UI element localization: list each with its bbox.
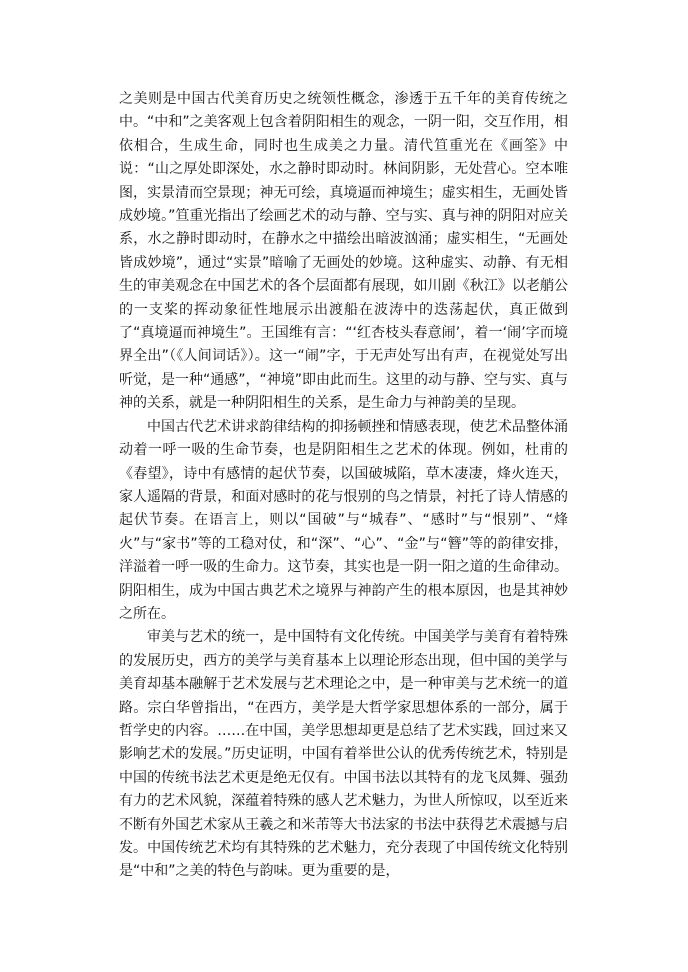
- paragraph-3: 审美与艺术的统一，是中国特有文化传统。中国美学与美育有着特殊的发展历史，西方的美学与美育基本上以理论形态出现，但中国的美学与美育却基本融解于艺术发展与艺术理论之中，是一种审美与艺术统一的道路。宗白华曾指出，“在西方，美学是大哲学家思想体系的一部分，属于哲学史的内容。……在中国，美学思想却更是总结了艺术实践，回过来又影响艺术的发展。”历史证明，中国有着举世公认的优秀传统艺术，特别是中国的传统书法艺术更是绝无仅有。中国书法以其特有的龙飞凤舞、强劲有力的艺术风貌，深蕴着特殊的感人艺术魅力，为世人所惊叹，以至近来不断有外国艺术家从王羲之和米芾等大书法家的书法中获得艺术震撼与启发。中国传统艺术均有其特殊的艺术魅力，充分表现了中国传统文化特别是“中和”之美的特色与韵味。更为重要的是，: [119, 629, 568, 880]
- document-page: [119, 88, 568, 884]
- paragraph-2: 中国古代艺术讲求韵律结构的抑扬顿挫和情感表现，使艺术品整体涌动着一呼一吸的生命节奏，也是阴阳相生之艺术的体现。例如，杜甫的《春望》，诗中有感情的起伏节奏，以国破城陷，草木凄凄，烽火连天，家人遥隔的背景，和面对感时的花与恨别的鸟之情景，衬托了诗人情感的起伏节奏。在语言上，则以“国破”与“城春”、“感时”与“恨别”、“烽火”与“家书”等的工稳对仗，和“深”、“心”、“金”与“簪”等的韵律安排，洋溢着一呼一吸的生命力。这节奏，其实也是一阴一阳之道的生命律动。阴阳相生，成为中国古典艺术之境界与神韵产生的根本原因，也是其神妙之所在。: [119, 418, 568, 622]
- paragraph-1: 之美则是中国古代美育历史之统领性概念，渗透于五千年的美育传统之中。“中和”之美客观上包含着阴阳相生的观念，一阴一阳，交互作用，相依相合，生成生命，同时也生成美之力量。清代笪重光在《画筌》中说：“山之厚处即深处，水之静时即动时。林间阴影，无处营心。空本唯图，实景清而空景现；神无可绘，真境逼而神境生；虚实相生，无画处皆成妙境。”笪重光指出了绘画艺术的动与静、空与实、真与神的阴阳对应关系，水之静时即动时，在静水之中描绘出暗波汹涌；虚实相生，“无画处皆成妙境”，通过“实景”暗喻了无画处的妙境。这种虚实、动静、有无相生的审美观念在中国艺术的各个层面都有展现，如川剧《秋江》以老艄公的一支桨的挥动象征性地展示出渡船在波涛中的迭荡起伏，真正做到了“真境逼而神境生”。王国维有言：“‘红杏枝头春意闹’，着一‘闹’字而境界全出”（《人间词话》）。这一“闹”字，于无声处写出有声，在视觉处写出听觉，是一种“通感”，“神境”即由此而生。这里的动与静、空与实、真与神的关系，就是一种阴阳相生的关系，是生命力与神韵美的呈现。: [119, 91, 569, 412]
